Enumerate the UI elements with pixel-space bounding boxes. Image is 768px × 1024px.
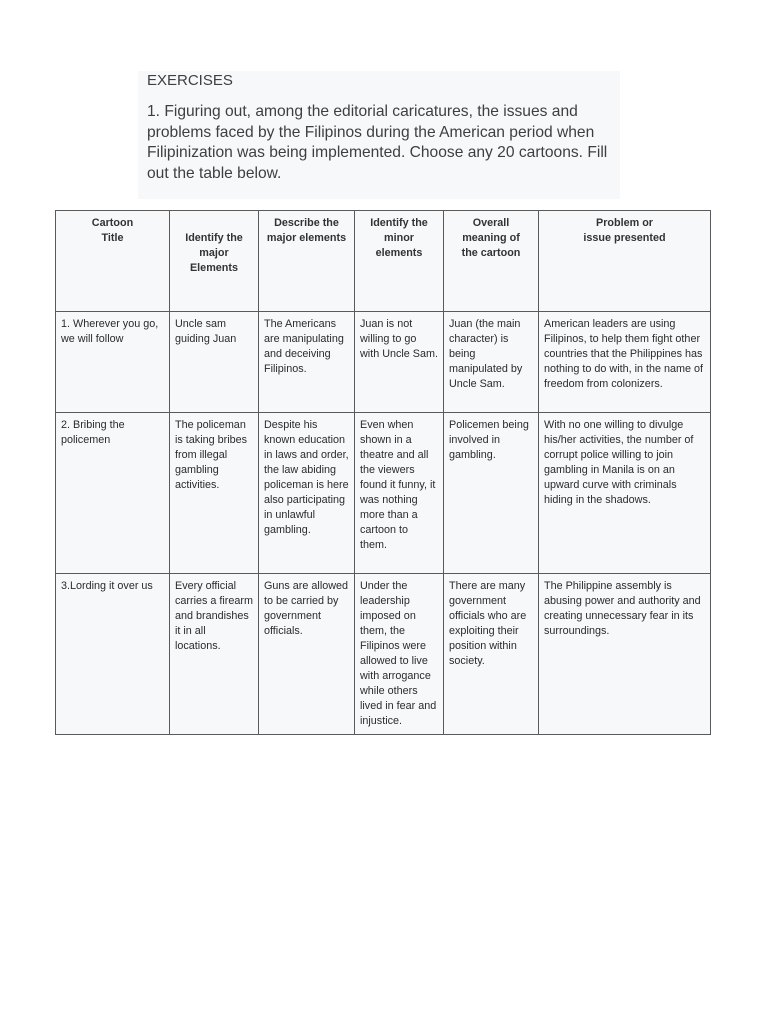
- cell-problem-issue: American leaders are using Filipinos, to help them fight other countries that the Philippines has nothing to do with, in the name of freedom from colonizers.: [539, 312, 711, 413]
- header-problem-issue: Problem or issue presented: [539, 211, 711, 312]
- header-identify-minor: Identify the minor elements: [355, 211, 444, 312]
- header-identify-major: Identify the major Elements: [170, 211, 259, 312]
- header-describe-major: Describe the major elements: [259, 211, 355, 312]
- cell-minor-elements: Juan is not willing to go with Uncle Sam.: [355, 312, 444, 413]
- cell-overall-meaning: Juan (the main character) is being manipulated by Uncle Sam.: [444, 312, 539, 413]
- cell-title: 3.Lording it over us: [56, 574, 170, 735]
- table-header-row: [56, 211, 711, 312]
- cell-major-elements: The policeman is taking bribes from illegal gambling activities.: [170, 413, 259, 574]
- cell-describe-major: Guns are allowed to be carried by government officials.: [259, 574, 355, 735]
- cell-minor-elements: Under the leadership imposed on them, the Filipinos were allowed to live with arrogance while others lived in fear and injustice.: [355, 574, 444, 735]
- cell-describe-major: Despite his known education in laws and order, the law abiding policeman is here also participating in unlawful gambling.: [259, 413, 355, 574]
- cartoon-analysis-table: [55, 210, 711, 735]
- exercise-instruction: 1. Figuring out, among the editorial caricatures, the issues and problems faced by the Filipinos during the American period when Filipinization was being implemented. Choose any 20 cartoons. Fill out the table below.: [147, 103, 608, 182]
- instructions-panel: [138, 71, 620, 199]
- exercises-heading: EXERCISES: [147, 72, 233, 89]
- cell-minor-elements: Even when shown in a theatre and all the viewers found it funny, it was nothing more than a cartoon to them.: [355, 413, 444, 574]
- header-cartoon-title: Cartoon Title: [56, 211, 170, 312]
- cell-major-elements: Every official carries a firearm and brandishes it in all locations.: [170, 574, 259, 735]
- cell-title: 2. Bribing the policemen: [56, 413, 170, 574]
- cell-major-elements: Uncle sam guiding Juan: [170, 312, 259, 413]
- cell-title: 1. Wherever you go, we will follow: [56, 312, 170, 413]
- table-row: [56, 574, 711, 735]
- cell-describe-major: The Americans are manipulating and deceiving Filipinos.: [259, 312, 355, 413]
- table-row: [56, 413, 711, 574]
- header-overall-meaning: Overall meaning of the cartoon: [444, 211, 539, 312]
- table-row: [56, 312, 711, 413]
- cell-overall-meaning: Policemen being involved in gambling.: [444, 413, 539, 574]
- cell-problem-issue: The Philippine assembly is abusing power and authority and creating unnecessary fear in its surroundings.: [539, 574, 711, 735]
- cell-overall-meaning: There are many government officials who are exploiting their position within society.: [444, 574, 539, 735]
- cell-problem-issue: With no one willing to divulge his/her activities, the number of corrupt police willing to join gambling in Manila is on an upward curve with criminals hiding in the shadows.: [539, 413, 711, 574]
